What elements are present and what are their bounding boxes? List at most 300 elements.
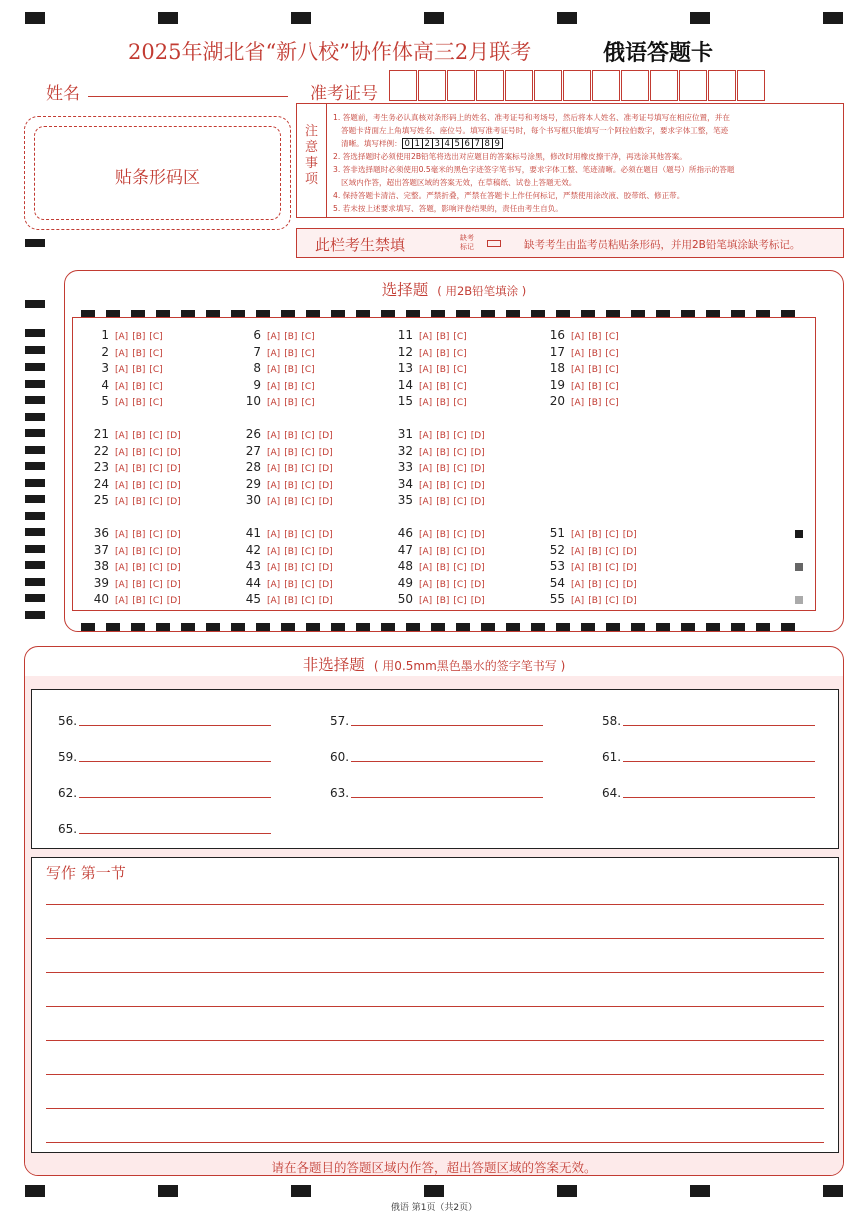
- option-bubble[interactable]: [C]: [149, 447, 163, 458]
- option-bubble[interactable]: [D]: [470, 497, 485, 507]
- option-bubble[interactable]: [C]: [149, 480, 163, 491]
- writing-line[interactable]: [46, 904, 824, 905]
- option-bubble[interactable]: [A]: [571, 398, 585, 408]
- option-bubble[interactable]: [A]: [571, 332, 585, 342]
- exam-id-digit-box[interactable]: [447, 70, 475, 101]
- option-bubble[interactable]: [C]: [301, 579, 315, 590]
- timing-dash: [306, 623, 320, 631]
- answer-blank[interactable]: [58, 714, 271, 728]
- exam-id-digit-box[interactable]: [650, 70, 678, 101]
- timing-mark: [25, 528, 45, 536]
- page-footer: 俄语 第1页（共2页）: [390, 1203, 478, 1213]
- exam-id-digit-box[interactable]: [592, 70, 620, 101]
- option-bubble[interactable]: [D]: [318, 464, 333, 474]
- option-bubble[interactable]: [A]: [267, 480, 281, 491]
- option-bubble[interactable]: [B]: [284, 398, 298, 408]
- option-bubble[interactable]: [C]: [605, 348, 619, 359]
- option-bubble[interactable]: [B]: [284, 447, 298, 458]
- timing-dash: [731, 623, 745, 631]
- question-number: 51: [549, 526, 565, 540]
- option-bubble[interactable]: [A]: [267, 497, 281, 507]
- option-bubble[interactable]: [D]: [470, 530, 485, 540]
- mc-question: [391, 361, 471, 375]
- option-bubble[interactable]: [B]: [132, 530, 146, 540]
- answer-blank[interactable]: [58, 786, 271, 800]
- option-bubble[interactable]: [B]: [436, 480, 450, 491]
- timing-dash: [406, 623, 420, 631]
- option-bubble[interactable]: [A]: [115, 596, 129, 606]
- option-bubble[interactable]: [D]: [318, 431, 333, 441]
- timing-mark: [25, 429, 45, 437]
- option-bubble[interactable]: [C]: [149, 431, 163, 441]
- option-bubble[interactable]: [B]: [132, 365, 146, 375]
- timing-mark: [25, 396, 45, 404]
- timing-dash: [506, 623, 520, 631]
- option-bubble[interactable]: [C]: [453, 431, 467, 441]
- answer-blank[interactable]: [602, 750, 815, 764]
- option-bubble[interactable]: [D]: [166, 563, 181, 573]
- option-bubble[interactable]: [B]: [436, 447, 450, 458]
- option-bubble[interactable]: [A]: [571, 546, 585, 557]
- option-bubble[interactable]: [C]: [605, 563, 619, 573]
- option-bubble[interactable]: [A]: [419, 530, 433, 540]
- option-bubble[interactable]: [C]: [149, 398, 163, 408]
- option-bubble[interactable]: [A]: [267, 447, 281, 458]
- option-bubble[interactable]: [C]: [605, 596, 619, 606]
- option-bubble[interactable]: [D]: [470, 431, 485, 441]
- option-bubble[interactable]: [B]: [588, 596, 602, 606]
- option-bubble[interactable]: [C]: [149, 365, 163, 375]
- option-bubble[interactable]: [C]: [301, 464, 315, 474]
- option-bubble[interactable]: [A]: [419, 431, 433, 441]
- option-bubble[interactable]: [A]: [571, 348, 585, 359]
- option-bubble[interactable]: [B]: [284, 332, 298, 342]
- exam-id-digit-box[interactable]: [505, 70, 533, 101]
- option-bubble[interactable]: [C]: [149, 497, 163, 507]
- option-bubble[interactable]: [A]: [267, 596, 281, 606]
- option-bubble[interactable]: [B]: [284, 348, 298, 359]
- option-bubble[interactable]: [D]: [166, 497, 181, 507]
- timing-dash: [431, 623, 445, 631]
- question-number: 11: [397, 328, 413, 342]
- option-bubble[interactable]: [A]: [571, 563, 585, 573]
- registration-mark: [25, 239, 45, 247]
- option-bubble[interactable]: [C]: [605, 530, 619, 540]
- option-bubble[interactable]: [C]: [301, 332, 315, 342]
- option-bubble[interactable]: [A]: [115, 381, 129, 392]
- option-bubble[interactable]: [C]: [453, 447, 467, 458]
- notice-text: 1. 答题前，考生务必认真核对条形码上的姓名、准考证号和考场号，然后将本人姓名、准考证号填写在相应位置，并在 答题卡背面左上角填写姓名、座位号。填写准考证号时，每个书写框只能填写一个阿拉伯数字，要求字体工整，笔迹 清晰。填写样例： 0 1 2 3 4 5 6 7 8 9 2. 答选择题时必须使用2B铅笔将选出对应题目的答案标号涂黑，修改时用橡皮擦干净，再选涂其他答案。 3. 答非选择题时必须使用0.5毫米的黑色字迹签字笔书写，要求字体工整、笔迹清晰。必须在题目（题号）所指示的答题 区域内作答，超出答题区域的答案无效，在草稿纸、试卷上答题无效。 4. 保持答题卡清洁、完整。严禁折叠，严禁在答题卡上作任何标记，严禁使用涂改液、胶带纸、修正带。 5. 若未按上述要求填写、答题，影响评卷结果的，责任由考生自负。: [333, 113, 735, 213]
- exam-id-digit-box[interactable]: [418, 70, 446, 101]
- option-bubble[interactable]: [D]: [470, 546, 485, 557]
- option-bubble[interactable]: [A]: [419, 563, 433, 573]
- option-bubble[interactable]: [B]: [132, 447, 146, 458]
- option-bubble[interactable]: [A]: [419, 365, 433, 375]
- exam-id-digit-box[interactable]: [534, 70, 562, 101]
- option-bubble[interactable]: [A]: [419, 398, 433, 408]
- option-bubble[interactable]: [D]: [470, 579, 485, 590]
- option-bubble[interactable]: [D]: [166, 480, 181, 491]
- option-bubble[interactable]: [C]: [149, 381, 163, 392]
- writing-line[interactable]: [46, 1142, 824, 1143]
- option-bubble[interactable]: [A]: [115, 464, 129, 474]
- option-bubble[interactable]: [C]: [605, 365, 619, 375]
- option-bubble[interactable]: [C]: [301, 563, 315, 573]
- option-bubble[interactable]: [D]: [470, 447, 485, 458]
- answer-blank[interactable]: [602, 786, 815, 800]
- writing-line[interactable]: [46, 1006, 824, 1007]
- option-bubble[interactable]: [A]: [571, 596, 585, 606]
- option-bubble[interactable]: [A]: [115, 332, 129, 342]
- option-bubble[interactable]: [C]: [605, 332, 619, 342]
- timing-mark: [25, 578, 45, 586]
- option-bubble[interactable]: [B]: [284, 497, 298, 507]
- option-bubble[interactable]: [D]: [166, 464, 181, 474]
- exam-id-label: 准考证号: [310, 84, 378, 104]
- option-bubble[interactable]: [B]: [588, 530, 602, 540]
- option-bubble[interactable]: [C]: [453, 398, 467, 408]
- question-number: 23: [93, 460, 109, 474]
- option-bubble[interactable]: [B]: [132, 579, 146, 590]
- exam-id-digit-box[interactable]: [708, 70, 736, 101]
- blank-line[interactable]: [79, 797, 271, 798]
- option-bubble[interactable]: [C]: [453, 381, 467, 392]
- mc-question: [391, 394, 471, 408]
- mc-answer-grid[interactable]: [72, 317, 816, 611]
- option-bubble[interactable]: [D]: [318, 579, 333, 590]
- mc-question: [87, 378, 167, 392]
- exam-id-digit-box[interactable]: [389, 70, 417, 101]
- option-bubble[interactable]: [C]: [453, 546, 467, 557]
- option-bubble[interactable]: [B]: [436, 464, 450, 474]
- option-bubble[interactable]: [D]: [622, 563, 637, 573]
- option-bubble[interactable]: [B]: [588, 563, 602, 573]
- question-number: 33: [397, 460, 413, 474]
- option-bubble[interactable]: [D]: [318, 596, 333, 606]
- option-bubble[interactable]: [C]: [453, 596, 467, 606]
- option-bubble[interactable]: [B]: [436, 398, 450, 408]
- answer-blank[interactable]: [330, 786, 543, 800]
- question-number: 26: [245, 427, 261, 441]
- option-bubble[interactable]: [B]: [436, 530, 450, 540]
- option-bubble[interactable]: [C]: [149, 579, 163, 590]
- option-bubble[interactable]: [D]: [622, 579, 637, 590]
- timing-dash: [756, 623, 770, 631]
- option-bubble[interactable]: [B]: [132, 546, 146, 557]
- option-bubble[interactable]: [C]: [301, 530, 315, 540]
- option-bubble[interactable]: [A]: [571, 530, 585, 540]
- option-bubble[interactable]: [A]: [267, 365, 281, 375]
- option-bubble[interactable]: [A]: [115, 398, 129, 408]
- name-field[interactable]: [88, 96, 288, 97]
- option-bubble[interactable]: [B]: [132, 431, 146, 441]
- registration-mark: [25, 12, 45, 24]
- option-bubble[interactable]: [C]: [453, 579, 467, 590]
- option-bubble[interactable]: [B]: [132, 398, 146, 408]
- option-bubble[interactable]: [B]: [132, 596, 146, 606]
- option-bubble[interactable]: [D]: [166, 546, 181, 557]
- blank-line[interactable]: [79, 761, 271, 762]
- option-bubble[interactable]: [D]: [166, 447, 181, 458]
- option-bubble[interactable]: [B]: [436, 497, 450, 507]
- option-bubble[interactable]: [C]: [301, 398, 315, 408]
- option-bubble[interactable]: [A]: [115, 480, 129, 491]
- writing-line[interactable]: [46, 1040, 824, 1041]
- option-bubble[interactable]: [B]: [436, 563, 450, 573]
- option-bubble[interactable]: [B]: [284, 464, 298, 474]
- option-bubble[interactable]: [B]: [588, 381, 602, 392]
- option-bubble[interactable]: [C]: [453, 365, 467, 375]
- option-bubble[interactable]: [D]: [166, 431, 181, 441]
- blank-line[interactable]: [79, 833, 271, 834]
- option-bubble[interactable]: [C]: [149, 348, 163, 359]
- option-bubble[interactable]: [B]: [436, 381, 450, 392]
- blank-line[interactable]: [351, 797, 543, 798]
- blank-line[interactable]: [623, 725, 815, 726]
- option-bubble[interactable]: [C]: [149, 563, 163, 573]
- timing-mark: [25, 561, 45, 569]
- option-bubble[interactable]: [B]: [588, 579, 602, 590]
- option-bubble[interactable]: [C]: [301, 365, 315, 375]
- option-bubble[interactable]: [A]: [115, 497, 129, 507]
- option-bubble[interactable]: [C]: [605, 579, 619, 590]
- option-bubble[interactable]: [C]: [301, 596, 315, 606]
- option-bubble[interactable]: [D]: [318, 530, 333, 540]
- mc-subtitle: ( 用2B铅笔填涂 ): [437, 284, 527, 298]
- option-bubble[interactable]: [C]: [453, 497, 467, 507]
- question-number: 53: [549, 559, 565, 573]
- option-bubble[interactable]: [C]: [301, 447, 315, 458]
- option-bubble[interactable]: [B]: [436, 365, 450, 375]
- option-bubble[interactable]: [C]: [301, 497, 315, 507]
- option-bubble[interactable]: [B]: [284, 480, 298, 491]
- option-bubble[interactable]: [C]: [453, 480, 467, 491]
- blank-line[interactable]: [623, 797, 815, 798]
- option-bubble[interactable]: [B]: [436, 332, 450, 342]
- option-bubble[interactable]: [D]: [318, 447, 333, 458]
- option-bubble[interactable]: [D]: [470, 563, 485, 573]
- option-bubble[interactable]: [C]: [149, 464, 163, 474]
- option-bubble[interactable]: [C]: [301, 480, 315, 491]
- question-number: 30: [245, 493, 261, 507]
- exam-id-digit-box[interactable]: [737, 70, 765, 101]
- option-bubble[interactable]: [A]: [419, 332, 433, 342]
- question-number: 46: [397, 526, 413, 540]
- option-bubble[interactable]: [B]: [436, 596, 450, 606]
- option-bubble[interactable]: [A]: [267, 431, 281, 441]
- option-bubble[interactable]: [B]: [436, 431, 450, 441]
- option-bubble[interactable]: [A]: [419, 464, 433, 474]
- option-bubble[interactable]: [B]: [132, 332, 146, 342]
- mc-question: [543, 592, 641, 606]
- option-bubble[interactable]: [D]: [318, 480, 333, 491]
- option-bubble[interactable]: [B]: [132, 464, 146, 474]
- option-bubble[interactable]: [A]: [115, 563, 129, 573]
- question-number: 32: [397, 443, 413, 458]
- option-bubble[interactable]: [A]: [115, 365, 129, 375]
- exam-id-digit-box[interactable]: [621, 70, 649, 101]
- mc-question: [391, 460, 489, 474]
- timing-dash: [706, 623, 720, 631]
- option-bubble[interactable]: [B]: [132, 563, 146, 573]
- option-bubble[interactable]: [B]: [284, 596, 298, 606]
- question-number: 20: [549, 394, 565, 408]
- timing-dash: [681, 623, 695, 631]
- writing-line[interactable]: [46, 1074, 824, 1075]
- option-bubble[interactable]: [C]: [301, 348, 315, 359]
- option-bubble[interactable]: [A]: [419, 381, 433, 392]
- blank-line[interactable]: [623, 761, 815, 762]
- option-bubble[interactable]: [D]: [166, 579, 181, 590]
- option-bubble[interactable]: [C]: [301, 431, 315, 441]
- mc-question: [391, 477, 489, 491]
- option-bubble[interactable]: [D]: [622, 546, 637, 557]
- question-number: 36: [93, 526, 109, 540]
- option-bubble[interactable]: [B]: [284, 365, 298, 375]
- option-bubble[interactable]: [A]: [267, 530, 281, 540]
- option-bubble[interactable]: [A]: [267, 464, 281, 474]
- option-bubble[interactable]: [A]: [419, 480, 433, 491]
- question-number: 3: [101, 361, 109, 375]
- option-bubble[interactable]: [C]: [453, 464, 467, 474]
- writing-line[interactable]: [46, 972, 824, 973]
- option-bubble[interactable]: [A]: [419, 447, 433, 458]
- option-bubble[interactable]: [D]: [470, 480, 485, 491]
- option-bubble[interactable]: [B]: [588, 365, 602, 375]
- option-bubble[interactable]: [A]: [419, 546, 433, 557]
- option-bubble[interactable]: [D]: [470, 464, 485, 474]
- option-bubble[interactable]: [B]: [284, 381, 298, 392]
- mc-question: [543, 345, 623, 359]
- option-bubble[interactable]: [A]: [267, 546, 281, 557]
- option-bubble[interactable]: [B]: [284, 579, 298, 590]
- option-bubble[interactable]: [C]: [605, 398, 619, 408]
- option-bubble[interactable]: [D]: [622, 596, 637, 606]
- option-bubble[interactable]: [A]: [571, 381, 585, 392]
- option-bubble[interactable]: [C]: [605, 546, 619, 557]
- option-bubble[interactable]: [C]: [453, 563, 467, 573]
- option-bubble[interactable]: [A]: [115, 530, 129, 540]
- option-bubble[interactable]: [D]: [318, 546, 333, 557]
- option-bubble[interactable]: [B]: [436, 348, 450, 359]
- writing-line[interactable]: [46, 1108, 824, 1109]
- option-bubble[interactable]: [D]: [318, 497, 333, 507]
- option-bubble[interactable]: [C]: [453, 348, 467, 359]
- mc-question: [391, 345, 471, 359]
- question-number: 21: [93, 427, 109, 441]
- answer-blank[interactable]: [58, 750, 271, 764]
- option-bubble[interactable]: [C]: [149, 546, 163, 557]
- question-number: 38: [93, 559, 109, 573]
- option-bubble[interactable]: [A]: [267, 398, 281, 408]
- option-bubble[interactable]: [C]: [453, 530, 467, 540]
- mc-question: [87, 394, 167, 408]
- option-bubble[interactable]: [A]: [571, 579, 585, 590]
- blank-line[interactable]: [351, 725, 543, 726]
- option-bubble[interactable]: [B]: [132, 497, 146, 507]
- option-bubble[interactable]: [A]: [419, 596, 433, 606]
- nc-subtitle: ( 用0.5mm黑色墨水的签字笔书写 ): [373, 659, 566, 673]
- option-bubble[interactable]: [A]: [267, 348, 281, 359]
- absent-mark-label: 缺考 标记: [460, 234, 474, 251]
- option-bubble[interactable]: [A]: [267, 381, 281, 392]
- option-bubble[interactable]: [B]: [284, 563, 298, 573]
- option-bubble[interactable]: [B]: [132, 381, 146, 392]
- option-bubble[interactable]: [A]: [267, 579, 281, 590]
- option-bubble[interactable]: [A]: [571, 365, 585, 375]
- option-bubble[interactable]: [C]: [149, 596, 163, 606]
- option-bubble[interactable]: [B]: [284, 530, 298, 540]
- exam-id-digit-box[interactable]: [563, 70, 591, 101]
- option-bubble[interactable]: [B]: [284, 546, 298, 557]
- sample-digit: 5: [452, 138, 463, 149]
- option-bubble[interactable]: [D]: [622, 530, 637, 540]
- timing-mark: [25, 363, 45, 371]
- staff-only-label: 此栏考生禁填: [315, 236, 406, 254]
- answer-blank[interactable]: [330, 714, 543, 728]
- mc-question: [239, 427, 337, 441]
- option-bubble[interactable]: [A]: [419, 579, 433, 590]
- blank-line[interactable]: [351, 761, 543, 762]
- writing-area[interactable]: [31, 857, 839, 1153]
- option-bubble[interactable]: [B]: [588, 348, 602, 359]
- option-bubble[interactable]: [A]: [419, 348, 433, 359]
- question-number: 9: [253, 377, 261, 392]
- option-bubble[interactable]: [C]: [149, 530, 163, 540]
- option-bubble[interactable]: [A]: [115, 431, 129, 441]
- option-bubble[interactable]: [B]: [132, 348, 146, 359]
- writing-line[interactable]: [46, 938, 824, 939]
- exam-id-digit-box[interactable]: [476, 70, 504, 101]
- absent-mark-box[interactable]: [487, 240, 501, 247]
- option-bubble[interactable]: [C]: [301, 546, 315, 557]
- option-bubble[interactable]: [A]: [115, 546, 129, 557]
- option-bubble[interactable]: [D]: [318, 563, 333, 573]
- exam-id-digit-box[interactable]: [679, 70, 707, 101]
- option-bubble[interactable]: [C]: [453, 332, 467, 342]
- mc-question: [543, 328, 623, 342]
- timing-mark: [25, 446, 45, 454]
- option-bubble[interactable]: [B]: [436, 579, 450, 590]
- option-bubble[interactable]: [C]: [301, 381, 315, 392]
- option-bubble[interactable]: [A]: [267, 332, 281, 342]
- option-bubble[interactable]: [B]: [132, 480, 146, 491]
- option-bubble[interactable]: [A]: [115, 447, 129, 458]
- answer-blank[interactable]: [58, 822, 271, 836]
- blank-line[interactable]: [79, 725, 271, 726]
- option-bubble[interactable]: [A]: [115, 579, 129, 590]
- answer-blank[interactable]: [602, 714, 815, 728]
- option-bubble[interactable]: [B]: [436, 546, 450, 557]
- option-bubble[interactable]: [C]: [149, 332, 163, 342]
- option-bubble[interactable]: [B]: [588, 398, 602, 408]
- option-bubble[interactable]: [B]: [284, 431, 298, 441]
- timing-mark: [25, 300, 45, 308]
- mc-question: [239, 493, 337, 507]
- option-bubble[interactable]: [D]: [166, 530, 181, 540]
- option-bubble[interactable]: [B]: [588, 332, 602, 342]
- question-number: 16: [549, 328, 565, 342]
- option-bubble[interactable]: [A]: [267, 563, 281, 573]
- option-bubble[interactable]: [B]: [588, 546, 602, 557]
- answer-blank[interactable]: [330, 750, 543, 764]
- option-bubble[interactable]: [A]: [115, 348, 129, 359]
- nc-title: 非选择题: [302, 656, 365, 674]
- option-bubble[interactable]: [D]: [166, 596, 181, 606]
- option-bubble[interactable]: [D]: [470, 596, 485, 606]
- option-bubble[interactable]: [C]: [605, 381, 619, 392]
- option-bubble[interactable]: [A]: [419, 497, 433, 507]
